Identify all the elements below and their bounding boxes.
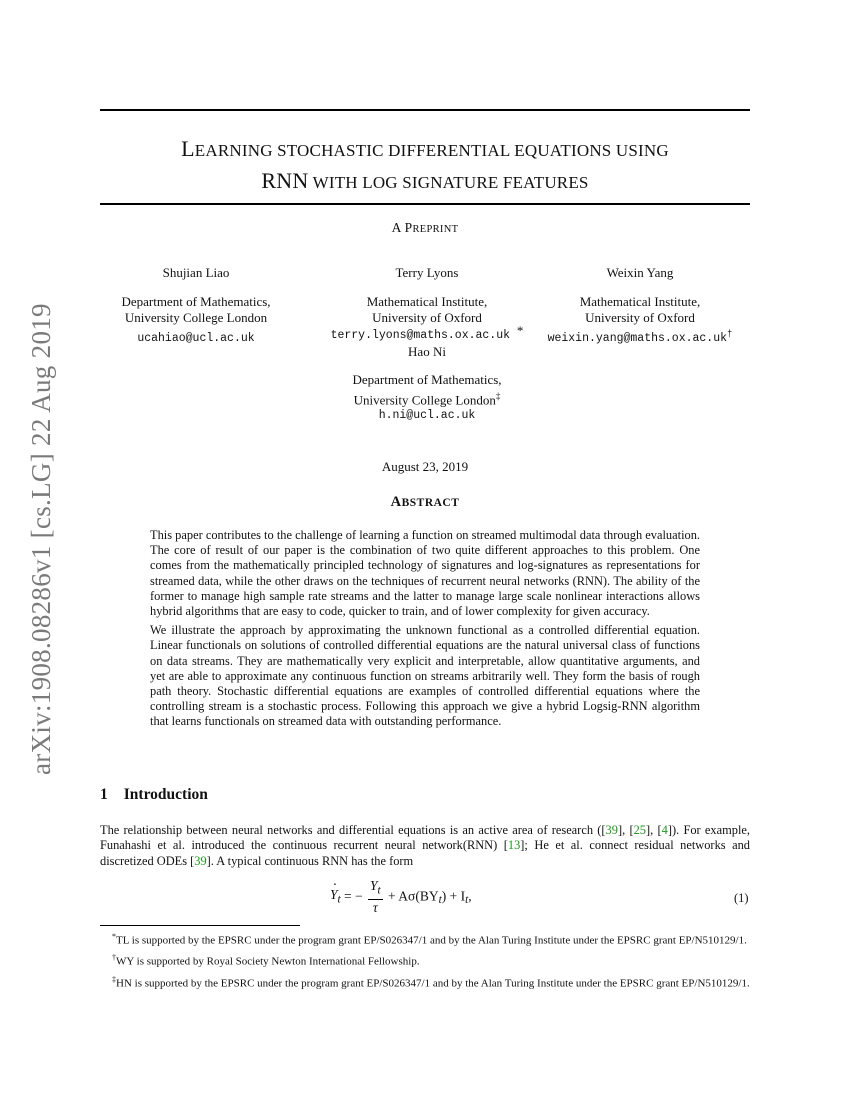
author-block xyxy=(302,344,552,424)
author-affiliation: Department of Mathematics, xyxy=(121,294,271,309)
citation-link[interactable]: 25 xyxy=(633,823,646,837)
author-block xyxy=(302,265,552,344)
title-rule-bottom xyxy=(100,203,750,205)
author-name: Hao Ni xyxy=(408,344,446,359)
citation-link[interactable]: 13 xyxy=(507,838,521,853)
abstract-paragraph: This paper contributes to the challenge of learning a function on streamed multimodal data through evaluation. The core of result of our paper is the combination of two quite different approaches to this problem. One comes from the mathematically principled technology of signatures and log-signatures as representations for streamed data, while the other draws on the techniques of recurrent neural networks (RNN). The ability of the former to manage high sample rate streams and the latter to manage large scale nonlinear interactions allows hybrid algorithms that are easy to code, quicker to train, and of lower complexity for given accuracy. xyxy=(150,528,700,619)
citation-link[interactable]: 4 xyxy=(661,823,668,837)
arxiv-stamp-text: arXiv:1908.08286v1 [cs.LG] 22 Aug 2019 xyxy=(26,303,56,775)
preprint-label: A PREPRINT xyxy=(391,220,459,235)
title-rule-top xyxy=(100,109,750,111)
author-affiliation: Department of Mathematics, xyxy=(352,372,502,387)
author-name: Weixin Yang xyxy=(606,265,674,280)
abstract-body xyxy=(150,528,700,734)
author-email[interactable]: terry.lyons@maths.ox.ac.uk * xyxy=(330,323,524,342)
author-affiliation: University of Oxford xyxy=(585,310,695,325)
footnote: ‡HN is supported by the EPSRC under the program grant EP/S026347/1 and by the Alan Turing Institute under the EPSRC grant EP/N510129/1. xyxy=(112,974,750,990)
equation-number: (1) xyxy=(734,891,749,905)
citation-link[interactable]: 39 xyxy=(605,823,618,837)
author-block xyxy=(540,265,740,347)
footnotes xyxy=(100,930,750,994)
author-affiliation: Mathematical Institute, xyxy=(579,294,701,309)
author-affiliation: Mathematical Institute, xyxy=(366,294,488,309)
author-affiliation: University College London‡ xyxy=(353,391,501,408)
paper-title: LEARNING STOCHASTIC DIFFERENTIAL EQUATIONS USING RNN WITH LOG SIGNATURE FEATURES xyxy=(181,136,669,193)
footnote: *TL is supported by the EPSRC under the program grant EP/S026347/1 and by the Alan Turing Institute under the EPSRC grant EP/N510129/1. xyxy=(112,932,747,947)
author-email[interactable]: ucahiao@ucl.ac.uk xyxy=(137,331,255,345)
abstract-heading: ABSTRACT xyxy=(390,494,460,510)
author-email[interactable]: h.ni@ucl.ac.uk xyxy=(378,409,476,423)
citation-link[interactable]: 39 xyxy=(194,853,207,868)
arxiv-stamp xyxy=(20,290,80,775)
intro-paragraph: The relationship between neural networks and differential equations is an active area of research ([39], [25], [4]). For example, Funahashi et al. introduced the continuous recurrent neural network(RNN) [13]; He et al. connect residual networks and discretized ODEs [39]. A typical continuous RNN has the form xyxy=(100,823,751,868)
author-name: Terry Lyons xyxy=(395,265,459,280)
footnote: †WY is supported by Royal Society Newton International Fellowship. xyxy=(112,953,420,968)
author-block xyxy=(96,265,296,347)
abstract-paragraph: We illustrate the approach by approximating the unknown functional as a controlled differential equation. Linear functionals on solutions of controlled differential equations are the natural universal class of functions on data streams. They are mathematically very explicit and interpretable, allow quantitative arguments, and yet are able to approximate any continuous function on streams arbitrarily well. They form the basis of rough path theory. Stochastic differential equations are examples of controlled differential equations where the controlling stream is a stochastic process. Following this approach we give a hybrid Logsig-RNN algorithm that learns functionals on streamed data with outstanding performance. xyxy=(150,623,700,729)
section-heading: 1 Introduction xyxy=(100,786,208,803)
equation-1: · $Y_t$ = − $\frac{Y_t}{\tau}$ + $A\sigma(BY_t) + I_t$, xyxy=(330,878,472,918)
author-affiliation: University of Oxford xyxy=(372,310,482,325)
footnote-rule xyxy=(100,925,300,926)
author-affiliation: University College London xyxy=(124,310,268,325)
paper-date: August 23, 2019 xyxy=(381,459,469,474)
author-name: Shujian Liao xyxy=(162,265,230,280)
author-email[interactable]: weixin.yang@maths.ox.ac.uk† xyxy=(547,329,733,345)
